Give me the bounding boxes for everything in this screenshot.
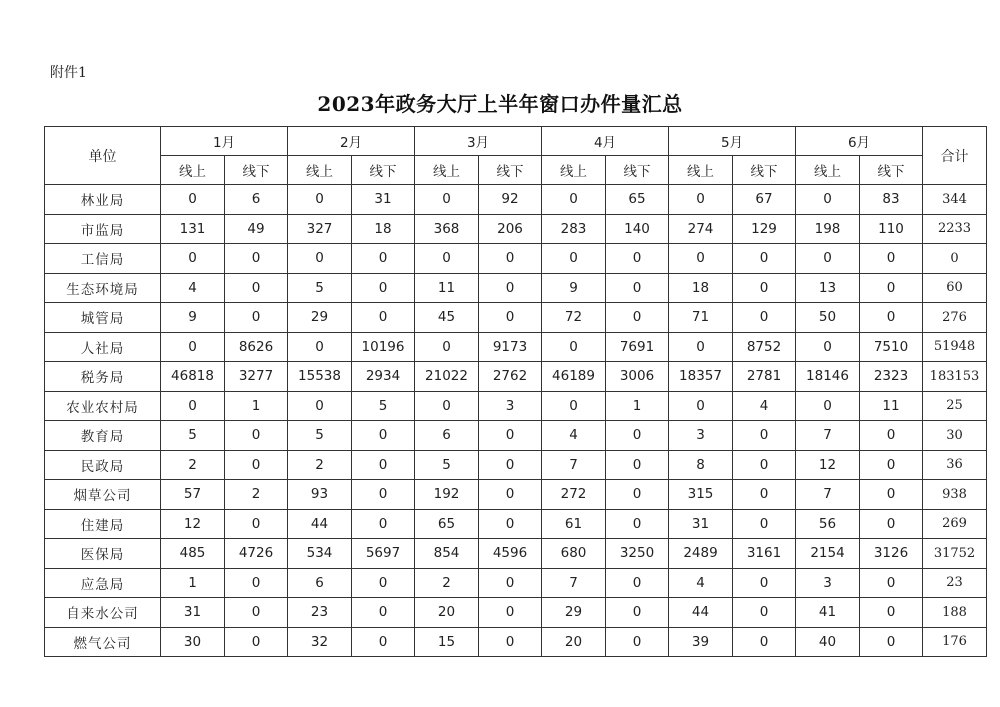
unit-name-cell: 人社局 <box>45 332 161 362</box>
online-count-cell: 40 <box>796 627 860 657</box>
online-count-cell: 2154 <box>796 539 860 569</box>
document-title: 2023年政务大厅上半年窗口办件量汇总 <box>317 92 683 116</box>
online-count-cell: 0 <box>161 332 225 362</box>
online-count-cell: 7 <box>542 568 606 598</box>
table-row <box>45 480 987 510</box>
offline-count-cell: 129 <box>733 214 796 244</box>
online-count-cell: 46189 <box>542 362 606 392</box>
online-header: 线上 <box>415 156 479 185</box>
offline-count-cell: 2 <box>225 480 288 510</box>
offline-header: 线下 <box>860 156 923 185</box>
online-count-cell: 274 <box>669 214 733 244</box>
unit-name-cell: 应急局 <box>45 568 161 598</box>
online-count-cell: 32 <box>288 627 352 657</box>
online-count-cell: 198 <box>796 214 860 244</box>
offline-count-cell: 4726 <box>225 539 288 569</box>
offline-count-cell: 206 <box>479 214 542 244</box>
offline-count-cell: 110 <box>860 214 923 244</box>
offline-count-cell: 0 <box>860 568 923 598</box>
offline-count-cell: 18 <box>352 214 415 244</box>
offline-count-cell: 0 <box>479 480 542 510</box>
offline-count-cell: 8626 <box>225 332 288 362</box>
online-count-cell: 18357 <box>669 362 733 392</box>
offline-header: 线下 <box>225 156 288 185</box>
table-row <box>45 539 987 569</box>
row-total-cell: 188 <box>923 598 987 628</box>
offline-count-cell: 0 <box>352 303 415 333</box>
row-total-cell: 269 <box>923 509 987 539</box>
offline-count-cell: 11 <box>860 391 923 421</box>
online-count-cell: 0 <box>161 244 225 274</box>
online-count-cell: 368 <box>415 214 479 244</box>
online-count-cell: 485 <box>161 539 225 569</box>
online-header: 线上 <box>669 156 733 185</box>
offline-count-cell: 0 <box>352 273 415 303</box>
online-count-cell: 0 <box>669 185 733 215</box>
offline-count-cell: 1 <box>606 391 669 421</box>
online-count-cell: 6 <box>415 421 479 451</box>
offline-count-cell: 0 <box>606 598 669 628</box>
online-header: 线上 <box>288 156 352 185</box>
offline-count-cell: 0 <box>479 598 542 628</box>
offline-count-cell: 0 <box>352 568 415 598</box>
online-count-cell: 65 <box>415 509 479 539</box>
offline-count-cell: 3006 <box>606 362 669 392</box>
month-header-row <box>45 127 987 156</box>
online-count-cell: 272 <box>542 480 606 510</box>
offline-count-cell: 0 <box>733 509 796 539</box>
offline-count-cell: 7691 <box>606 332 669 362</box>
online-count-cell: 2489 <box>669 539 733 569</box>
offline-count-cell: 3126 <box>860 539 923 569</box>
offline-count-cell: 0 <box>479 450 542 480</box>
offline-count-cell: 0 <box>860 303 923 333</box>
online-count-cell: 9 <box>542 273 606 303</box>
unit-name-cell: 税务局 <box>45 362 161 392</box>
table-row <box>45 362 987 392</box>
offline-count-cell: 7510 <box>860 332 923 362</box>
offline-count-cell: 4 <box>733 391 796 421</box>
offline-count-cell: 0 <box>479 568 542 598</box>
month-header: 4月 <box>542 127 669 156</box>
offline-count-cell: 0 <box>733 303 796 333</box>
offline-count-cell: 0 <box>860 421 923 451</box>
online-count-cell: 23 <box>288 598 352 628</box>
online-count-cell: 0 <box>542 185 606 215</box>
online-count-cell: 3 <box>796 568 860 598</box>
unit-name-cell: 燃气公司 <box>45 627 161 657</box>
online-count-cell: 0 <box>415 185 479 215</box>
online-count-cell: 0 <box>796 185 860 215</box>
offline-count-cell: 0 <box>225 568 288 598</box>
online-count-cell: 44 <box>288 509 352 539</box>
online-count-cell: 5 <box>288 273 352 303</box>
offline-count-cell: 0 <box>733 598 796 628</box>
online-count-cell: 0 <box>669 244 733 274</box>
unit-name-cell: 市监局 <box>45 214 161 244</box>
offline-count-cell: 0 <box>606 568 669 598</box>
offline-count-cell: 0 <box>606 509 669 539</box>
online-count-cell: 29 <box>288 303 352 333</box>
offline-count-cell: 0 <box>733 627 796 657</box>
offline-count-cell: 0 <box>606 421 669 451</box>
online-count-cell: 131 <box>161 214 225 244</box>
table-row <box>45 214 987 244</box>
offline-count-cell: 65 <box>606 185 669 215</box>
offline-count-cell: 0 <box>479 303 542 333</box>
offline-count-cell: 4596 <box>479 539 542 569</box>
offline-count-cell: 3 <box>479 391 542 421</box>
online-count-cell: 72 <box>542 303 606 333</box>
unit-name-cell: 住建局 <box>45 509 161 539</box>
row-total-cell: 60 <box>923 273 987 303</box>
table-row <box>45 421 987 451</box>
online-count-cell: 0 <box>161 185 225 215</box>
unit-column-header: 单位 <box>45 127 161 185</box>
online-count-cell: 0 <box>542 332 606 362</box>
unit-name-cell: 民政局 <box>45 450 161 480</box>
offline-count-cell: 3250 <box>606 539 669 569</box>
online-count-cell: 315 <box>669 480 733 510</box>
offline-count-cell: 3161 <box>733 539 796 569</box>
month-header: 1月 <box>161 127 288 156</box>
online-count-cell: 7 <box>542 450 606 480</box>
offline-count-cell: 0 <box>606 303 669 333</box>
online-count-cell: 327 <box>288 214 352 244</box>
online-count-cell: 12 <box>161 509 225 539</box>
row-total-cell: 0 <box>923 244 987 274</box>
online-count-cell: 39 <box>669 627 733 657</box>
online-count-cell: 46818 <box>161 362 225 392</box>
month-header: 3月 <box>415 127 542 156</box>
offline-count-cell: 67 <box>733 185 796 215</box>
offline-count-cell: 83 <box>860 185 923 215</box>
offline-count-cell: 0 <box>733 450 796 480</box>
offline-count-cell: 0 <box>606 244 669 274</box>
row-total-cell: 344 <box>923 185 987 215</box>
online-count-cell: 61 <box>542 509 606 539</box>
offline-count-cell: 0 <box>225 598 288 628</box>
online-count-cell: 4 <box>161 273 225 303</box>
online-count-cell: 0 <box>669 391 733 421</box>
online-count-cell: 13 <box>796 273 860 303</box>
offline-count-cell: 9173 <box>479 332 542 362</box>
month-header: 6月 <box>796 127 923 156</box>
online-count-cell: 7 <box>796 421 860 451</box>
channel-header-row <box>45 156 987 185</box>
online-count-cell: 1 <box>161 568 225 598</box>
offline-count-cell: 0 <box>606 450 669 480</box>
offline-count-cell: 5 <box>352 391 415 421</box>
online-count-cell: 20 <box>415 598 479 628</box>
attachment-label: 附件1 <box>50 65 87 81</box>
online-count-cell: 15 <box>415 627 479 657</box>
offline-count-cell: 0 <box>352 598 415 628</box>
offline-count-cell: 140 <box>606 214 669 244</box>
table-row <box>45 627 987 657</box>
row-total-cell: 183153 <box>923 362 987 392</box>
online-count-cell: 0 <box>288 332 352 362</box>
row-total-cell: 31752 <box>923 539 987 569</box>
offline-count-cell: 10196 <box>352 332 415 362</box>
offline-count-cell: 2934 <box>352 362 415 392</box>
table-row <box>45 185 987 215</box>
unit-name-cell: 林业局 <box>45 185 161 215</box>
offline-header: 线下 <box>352 156 415 185</box>
offline-count-cell: 0 <box>733 568 796 598</box>
online-count-cell: 2 <box>288 450 352 480</box>
offline-count-cell: 0 <box>479 273 542 303</box>
offline-header: 线下 <box>479 156 542 185</box>
offline-count-cell: 2781 <box>733 362 796 392</box>
offline-count-cell: 0 <box>479 421 542 451</box>
online-count-cell: 5 <box>415 450 479 480</box>
offline-count-cell: 0 <box>733 421 796 451</box>
online-count-cell: 0 <box>542 391 606 421</box>
offline-count-cell: 0 <box>225 273 288 303</box>
offline-count-cell: 0 <box>352 244 415 274</box>
row-total-cell: 23 <box>923 568 987 598</box>
online-count-cell: 12 <box>796 450 860 480</box>
offline-count-cell: 0 <box>733 244 796 274</box>
offline-count-cell: 6 <box>225 185 288 215</box>
table-row <box>45 391 987 421</box>
offline-count-cell: 3277 <box>225 362 288 392</box>
online-header: 线上 <box>796 156 860 185</box>
offline-count-cell: 0 <box>225 450 288 480</box>
month-header: 5月 <box>669 127 796 156</box>
online-count-cell: 0 <box>288 185 352 215</box>
online-count-cell: 9 <box>161 303 225 333</box>
offline-count-cell: 0 <box>606 627 669 657</box>
offline-count-cell: 0 <box>225 244 288 274</box>
row-total-cell: 176 <box>923 627 987 657</box>
unit-name-cell: 生态环境局 <box>45 273 161 303</box>
table-row <box>45 598 987 628</box>
offline-count-cell: 0 <box>733 273 796 303</box>
online-count-cell: 20 <box>542 627 606 657</box>
online-count-cell: 0 <box>796 244 860 274</box>
online-count-cell: 0 <box>161 391 225 421</box>
online-count-cell: 31 <box>161 598 225 628</box>
online-count-cell: 11 <box>415 273 479 303</box>
online-count-cell: 56 <box>796 509 860 539</box>
offline-count-cell: 0 <box>225 627 288 657</box>
online-count-cell: 0 <box>288 244 352 274</box>
table-row <box>45 509 987 539</box>
offline-count-cell: 0 <box>606 480 669 510</box>
online-count-cell: 71 <box>669 303 733 333</box>
table-row <box>45 568 987 598</box>
unit-name-cell: 烟草公司 <box>45 480 161 510</box>
online-count-cell: 15538 <box>288 362 352 392</box>
offline-count-cell: 8752 <box>733 332 796 362</box>
online-count-cell: 192 <box>415 480 479 510</box>
offline-count-cell: 0 <box>860 627 923 657</box>
online-count-cell: 18146 <box>796 362 860 392</box>
unit-name-cell: 医保局 <box>45 539 161 569</box>
offline-header: 线下 <box>733 156 796 185</box>
offline-count-cell: 0 <box>479 627 542 657</box>
offline-header: 线下 <box>606 156 669 185</box>
online-count-cell: 0 <box>415 391 479 421</box>
offline-count-cell: 2762 <box>479 362 542 392</box>
online-count-cell: 45 <box>415 303 479 333</box>
offline-count-cell: 0 <box>860 273 923 303</box>
online-count-cell: 680 <box>542 539 606 569</box>
online-count-cell: 534 <box>288 539 352 569</box>
offline-count-cell: 0 <box>225 421 288 451</box>
month-header: 2月 <box>288 127 415 156</box>
online-count-cell: 29 <box>542 598 606 628</box>
online-count-cell: 50 <box>796 303 860 333</box>
offline-count-cell: 0 <box>606 273 669 303</box>
offline-count-cell: 0 <box>352 480 415 510</box>
offline-count-cell: 49 <box>225 214 288 244</box>
online-count-cell: 2 <box>161 450 225 480</box>
row-total-cell: 276 <box>923 303 987 333</box>
unit-name-cell: 工信局 <box>45 244 161 274</box>
offline-count-cell: 0 <box>479 509 542 539</box>
online-count-cell: 2 <box>415 568 479 598</box>
online-count-cell: 18 <box>669 273 733 303</box>
row-total-cell: 938 <box>923 480 987 510</box>
online-count-cell: 0 <box>288 391 352 421</box>
online-count-cell: 93 <box>288 480 352 510</box>
offline-count-cell: 0 <box>860 450 923 480</box>
offline-count-cell: 0 <box>352 450 415 480</box>
online-count-cell: 44 <box>669 598 733 628</box>
total-column-header: 合计 <box>923 127 987 185</box>
unit-name-cell: 农业农村局 <box>45 391 161 421</box>
unit-name-cell: 自来水公司 <box>45 598 161 628</box>
table-row <box>45 244 987 274</box>
offline-count-cell: 0 <box>860 509 923 539</box>
offline-count-cell: 31 <box>352 185 415 215</box>
online-count-cell: 21022 <box>415 362 479 392</box>
offline-count-cell: 2323 <box>860 362 923 392</box>
online-count-cell: 4 <box>542 421 606 451</box>
online-count-cell: 41 <box>796 598 860 628</box>
row-total-cell: 36 <box>923 450 987 480</box>
table-row <box>45 332 987 362</box>
online-count-cell: 4 <box>669 568 733 598</box>
offline-count-cell: 0 <box>225 509 288 539</box>
row-total-cell: 30 <box>923 421 987 451</box>
online-count-cell: 854 <box>415 539 479 569</box>
offline-count-cell: 0 <box>479 244 542 274</box>
offline-count-cell: 0 <box>860 480 923 510</box>
offline-count-cell: 1 <box>225 391 288 421</box>
online-count-cell: 0 <box>542 244 606 274</box>
online-count-cell: 8 <box>669 450 733 480</box>
online-count-cell: 6 <box>288 568 352 598</box>
online-count-cell: 7 <box>796 480 860 510</box>
offline-count-cell: 0 <box>860 598 923 628</box>
row-total-cell: 2233 <box>923 214 987 244</box>
table-body <box>45 185 987 657</box>
online-count-cell: 0 <box>669 332 733 362</box>
online-count-cell: 283 <box>542 214 606 244</box>
online-count-cell: 0 <box>415 244 479 274</box>
online-count-cell: 0 <box>415 332 479 362</box>
table-row <box>45 273 987 303</box>
online-count-cell: 31 <box>669 509 733 539</box>
offline-count-cell: 0 <box>733 480 796 510</box>
unit-name-cell: 城管局 <box>45 303 161 333</box>
online-count-cell: 0 <box>796 391 860 421</box>
online-header: 线上 <box>542 156 606 185</box>
workload-summary-table <box>44 126 987 657</box>
table-row <box>45 303 987 333</box>
online-count-cell: 5 <box>161 421 225 451</box>
offline-count-cell: 0 <box>352 421 415 451</box>
offline-count-cell: 0 <box>860 244 923 274</box>
unit-name-cell: 教育局 <box>45 421 161 451</box>
row-total-cell: 25 <box>923 391 987 421</box>
offline-count-cell: 92 <box>479 185 542 215</box>
offline-count-cell: 0 <box>352 509 415 539</box>
table-row <box>45 450 987 480</box>
offline-count-cell: 0 <box>225 303 288 333</box>
online-count-cell: 30 <box>161 627 225 657</box>
offline-count-cell: 5697 <box>352 539 415 569</box>
online-count-cell: 3 <box>669 421 733 451</box>
online-header: 线上 <box>161 156 225 185</box>
online-count-cell: 0 <box>796 332 860 362</box>
offline-count-cell: 0 <box>352 627 415 657</box>
online-count-cell: 5 <box>288 421 352 451</box>
row-total-cell: 51948 <box>923 332 987 362</box>
online-count-cell: 57 <box>161 480 225 510</box>
